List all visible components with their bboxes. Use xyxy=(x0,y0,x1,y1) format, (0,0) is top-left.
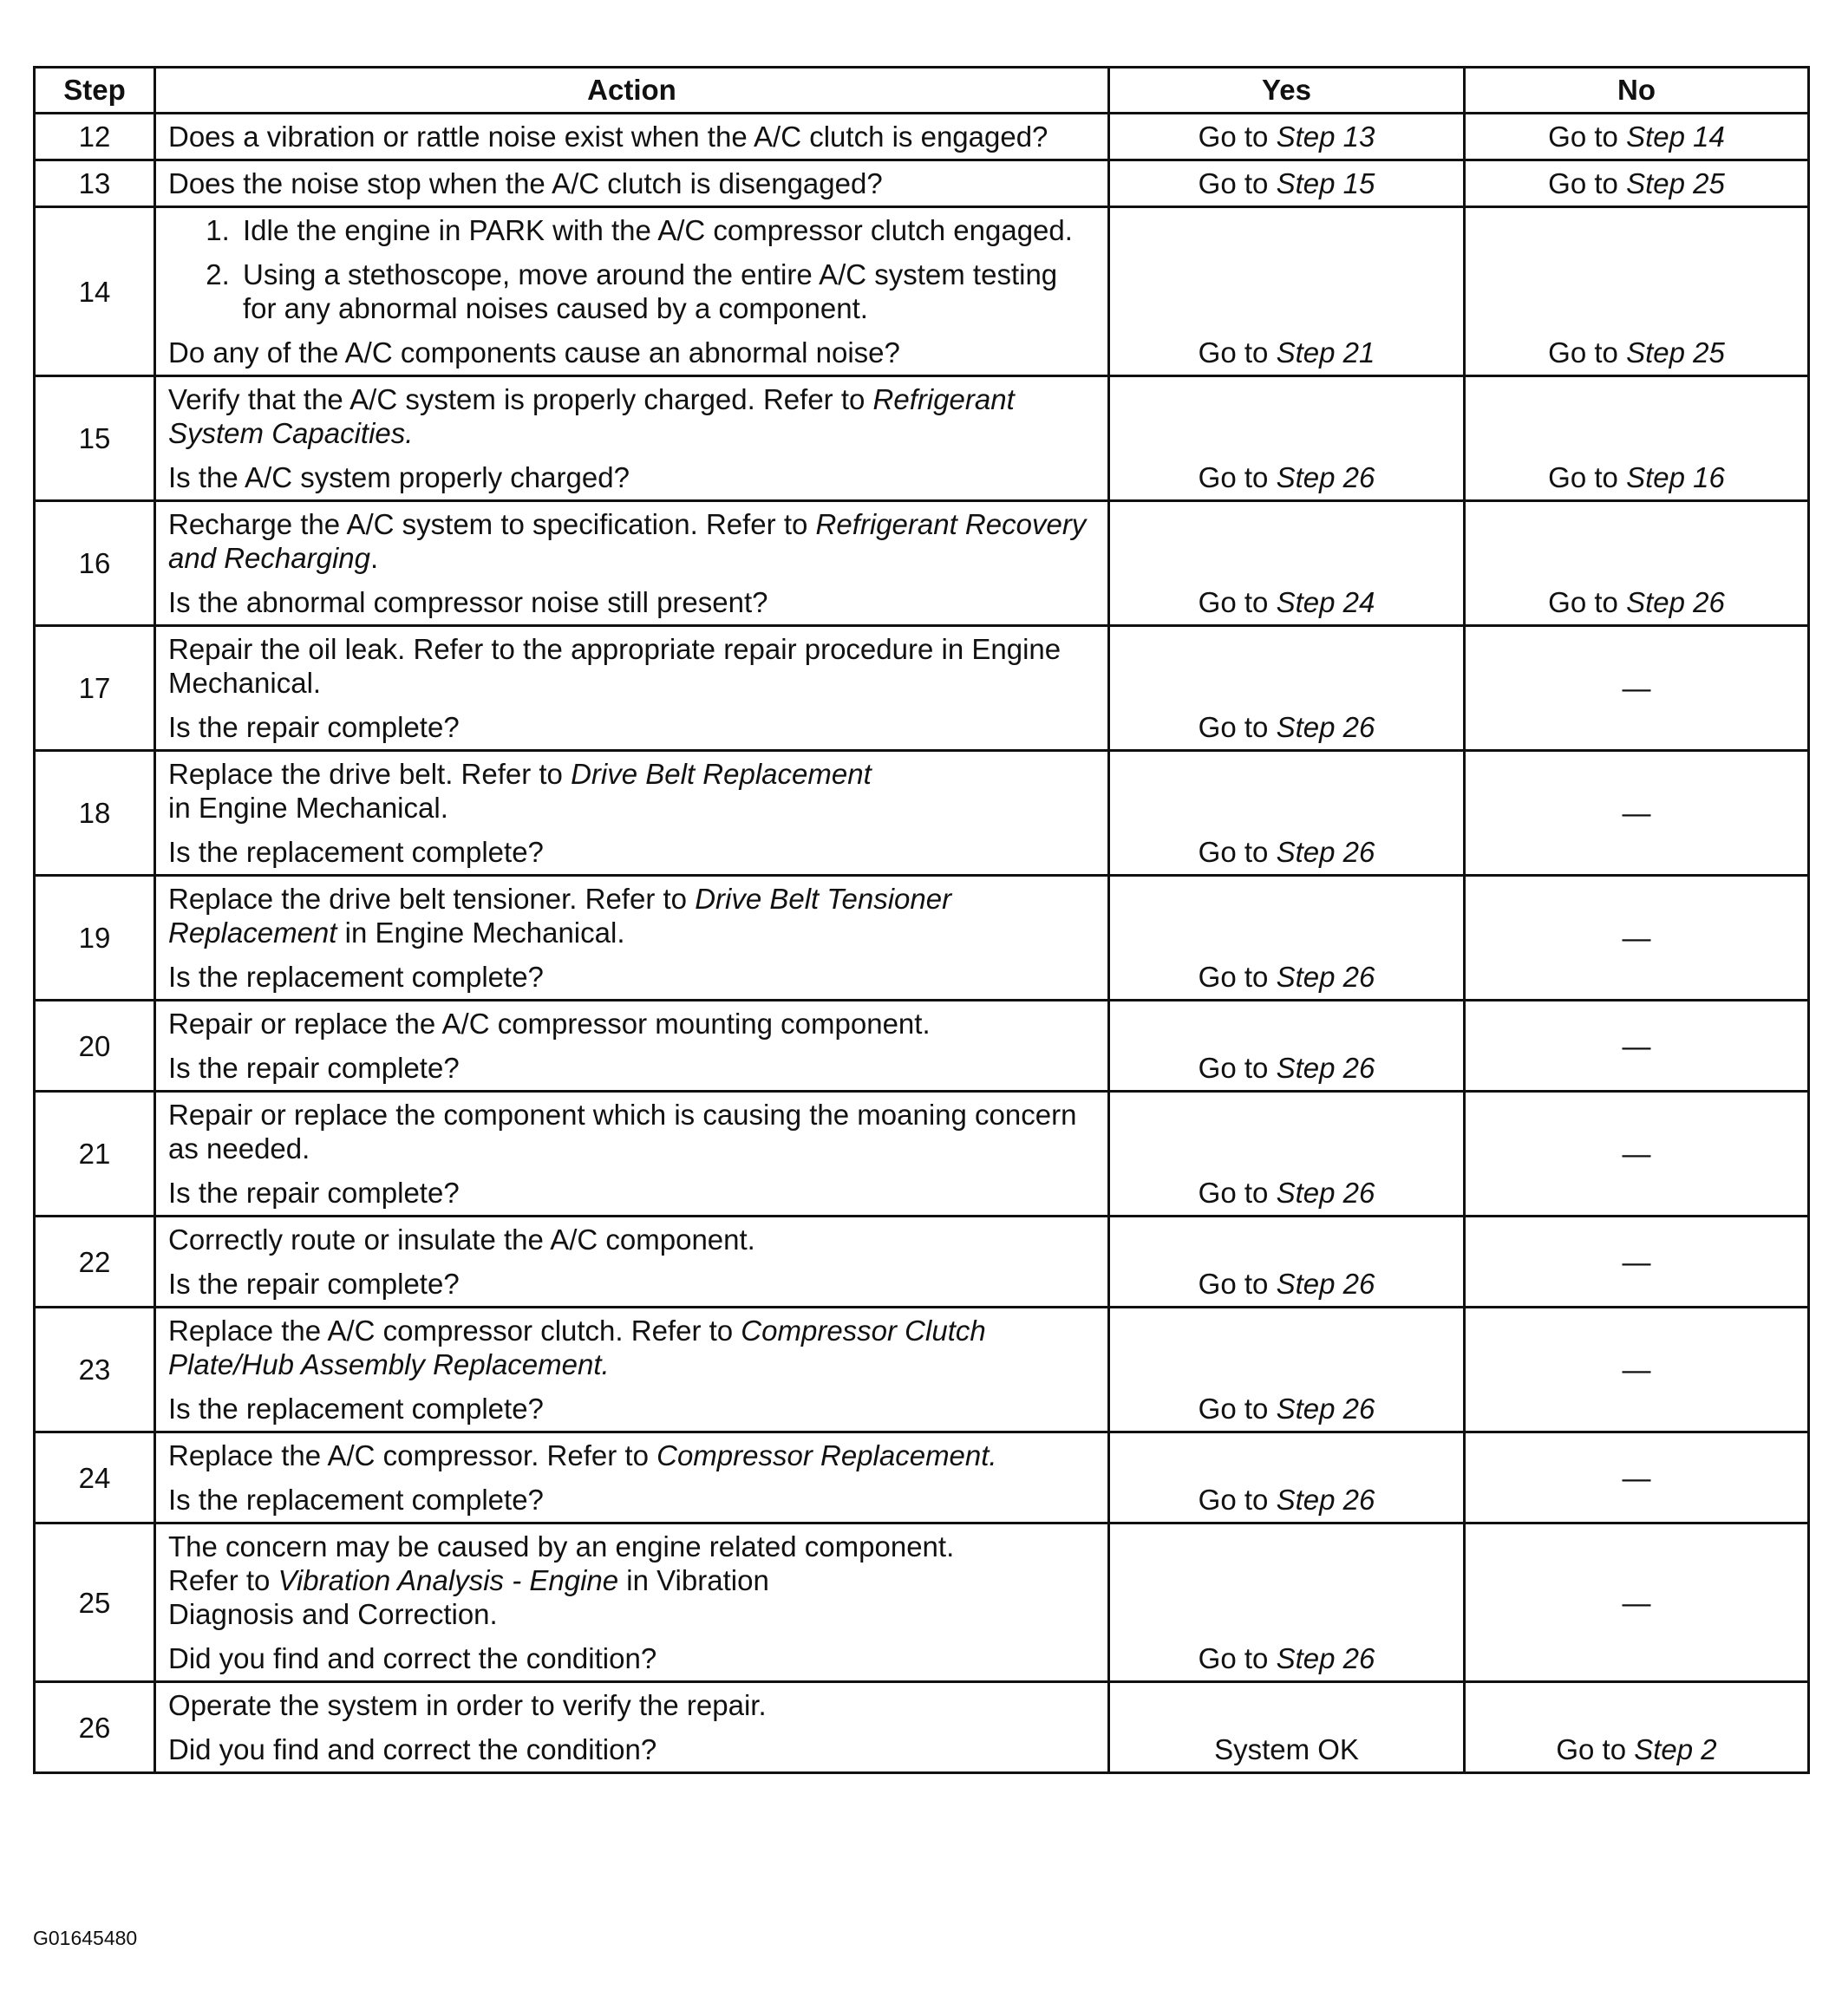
action-paragraph xyxy=(168,835,1095,869)
table-row xyxy=(35,207,1809,376)
header-step: Step xyxy=(35,68,155,114)
no-outcome xyxy=(1465,626,1809,751)
action-paragraph xyxy=(168,1176,1095,1210)
goto-prefix: Go to xyxy=(1548,586,1627,618)
action-text: Using a stethoscope, move around the entire A/C system testing for any abnormal noises caused by a component. xyxy=(243,258,1058,324)
action-text: The concern may be caused by an engine related component. xyxy=(168,1530,955,1563)
goto-step-ref: Step 26 xyxy=(1276,961,1375,993)
goto-prefix: Go to xyxy=(1198,1177,1277,1209)
table-row xyxy=(35,1308,1809,1432)
action-paragraph xyxy=(168,1223,1095,1256)
step-number: 12 xyxy=(35,114,155,160)
table-row xyxy=(35,1001,1809,1092)
action-text: Diagnosis and Correction. xyxy=(168,1598,498,1630)
yes-outcome xyxy=(1109,1682,1465,1773)
table-row xyxy=(35,160,1809,207)
goto-prefix: Go to xyxy=(1548,167,1627,199)
no-outcome xyxy=(1465,1432,1809,1523)
yes-outcome xyxy=(1109,751,1465,876)
goto-prefix: Go to xyxy=(1198,711,1277,743)
not-applicable-dash: — xyxy=(1622,922,1651,954)
action-text: in Engine Mechanical. xyxy=(168,792,448,824)
action-cell xyxy=(155,114,1109,160)
action-text: Repair the oil leak. Refer to the appropriate repair procedure in Engine Mechanical. xyxy=(168,633,1061,699)
not-applicable-dash: — xyxy=(1622,1029,1651,1062)
goto-prefix: Go to xyxy=(1548,461,1627,493)
action-cell xyxy=(155,160,1109,207)
step-number: 23 xyxy=(35,1308,155,1432)
yes-outcome xyxy=(1109,876,1465,1001)
yes-outcome xyxy=(1109,376,1465,501)
reference-title: Compressor Replacement. xyxy=(656,1439,997,1471)
action-text: Replace the A/C compressor. Refer to xyxy=(168,1439,657,1471)
action-paragraph xyxy=(168,507,1095,575)
no-outcome xyxy=(1465,114,1809,160)
action-paragraph xyxy=(168,1007,1095,1041)
action-paragraph xyxy=(168,1688,1095,1722)
action-cell xyxy=(155,1217,1109,1308)
no-outcome xyxy=(1465,1217,1809,1308)
action-text: Does a vibration or rattle noise exist when the A/C clutch is engaged? xyxy=(168,121,1048,153)
yes-outcome xyxy=(1109,1001,1465,1092)
action-text: Idle the engine in PARK with the A/C compressor clutch engaged. xyxy=(243,214,1073,246)
no-outcome xyxy=(1465,501,1809,626)
no-outcome xyxy=(1465,751,1809,876)
action-text: Is the repair complete? xyxy=(168,711,460,743)
action-text: Is the abnormal compressor noise still present? xyxy=(168,586,768,618)
no-outcome xyxy=(1465,376,1809,501)
outcome-text: System OK xyxy=(1214,1733,1359,1765)
not-applicable-dash: — xyxy=(1622,1461,1651,1494)
goto-step-ref: Step 26 xyxy=(1276,711,1375,743)
goto-prefix: Go to xyxy=(1556,1733,1635,1765)
reference-title: Refrigerant Recovery and Recharging xyxy=(168,508,1087,574)
yes-outcome xyxy=(1109,207,1465,376)
goto-prefix: Go to xyxy=(1198,1393,1277,1425)
table-row xyxy=(35,626,1809,751)
yes-outcome xyxy=(1109,501,1465,626)
goto-step-ref: Step 26 xyxy=(1276,1177,1375,1209)
action-paragraph xyxy=(168,460,1095,494)
goto-step-ref: Step 13 xyxy=(1276,121,1375,153)
figure-id: G01645480 xyxy=(33,1927,138,1949)
step-number: 19 xyxy=(35,876,155,1001)
step-number: 17 xyxy=(35,626,155,751)
goto-prefix: Go to xyxy=(1548,121,1627,153)
yes-outcome xyxy=(1109,626,1465,751)
action-cell xyxy=(155,1523,1109,1682)
action-text: Do any of the A/C components cause an abnormal noise? xyxy=(168,336,900,369)
goto-prefix: Go to xyxy=(1198,167,1277,199)
goto-step-ref: Step 14 xyxy=(1626,121,1725,153)
action-paragraph xyxy=(168,1439,1095,1472)
table-row xyxy=(35,751,1809,876)
action-text: Is the A/C system properly charged? xyxy=(168,461,630,493)
action-text: in Vibration xyxy=(618,1564,769,1596)
action-cell xyxy=(155,1682,1109,1773)
table-header-row xyxy=(35,68,1809,114)
action-text: . xyxy=(370,542,379,574)
action-cell xyxy=(155,876,1109,1001)
action-text: Recharge the A/C system to specification. Refer to xyxy=(168,508,816,540)
goto-step-ref: Step 26 xyxy=(1276,1268,1375,1300)
step-number: 16 xyxy=(35,501,155,626)
action-cell xyxy=(155,376,1109,501)
step-number: 25 xyxy=(35,1523,155,1682)
procedure-step xyxy=(238,258,1095,325)
yes-outcome xyxy=(1109,1092,1465,1217)
action-text: Does the noise stop when the A/C clutch is disengaged? xyxy=(168,167,883,199)
not-applicable-dash: — xyxy=(1622,1245,1651,1278)
action-text: Is the replacement complete? xyxy=(168,961,544,993)
action-paragraph xyxy=(168,120,1095,153)
goto-prefix: Go to xyxy=(1198,1052,1277,1084)
step-number: 22 xyxy=(35,1217,155,1308)
action-cell xyxy=(155,626,1109,751)
goto-prefix: Go to xyxy=(1548,336,1627,369)
action-text: Correctly route or insulate the A/C component. xyxy=(168,1223,755,1256)
action-paragraph xyxy=(168,1483,1095,1517)
action-cell xyxy=(155,1432,1109,1523)
action-text: Did you find and correct the condition? xyxy=(168,1642,657,1674)
action-paragraph xyxy=(168,1530,1095,1631)
action-paragraph xyxy=(168,710,1095,744)
header-action: Action xyxy=(155,68,1109,114)
procedure-step xyxy=(238,213,1095,247)
goto-step-ref: Step 26 xyxy=(1276,461,1375,493)
action-cell xyxy=(155,1001,1109,1092)
yes-outcome xyxy=(1109,114,1465,160)
yes-outcome xyxy=(1109,1308,1465,1432)
action-paragraph xyxy=(168,632,1095,700)
goto-step-ref: Step 26 xyxy=(1276,836,1375,868)
action-cell xyxy=(155,501,1109,626)
action-paragraph xyxy=(168,1267,1095,1301)
step-number: 13 xyxy=(35,160,155,207)
goto-step-ref: Step 16 xyxy=(1626,461,1725,493)
goto-step-ref: Step 25 xyxy=(1626,167,1725,199)
goto-step-ref: Step 24 xyxy=(1276,586,1375,618)
no-outcome xyxy=(1465,1523,1809,1682)
action-paragraph xyxy=(168,1641,1095,1675)
goto-prefix: Go to xyxy=(1198,1642,1277,1674)
no-outcome xyxy=(1465,160,1809,207)
action-text: Replace the A/C compressor clutch. Refer to xyxy=(168,1315,741,1347)
action-paragraph xyxy=(168,1732,1095,1766)
step-number: 24 xyxy=(35,1432,155,1523)
action-text: Is the replacement complete? xyxy=(168,836,544,868)
reference-title: Drive Belt Replacement xyxy=(571,758,872,790)
header-yes: Yes xyxy=(1109,68,1465,114)
goto-step-ref: Step 15 xyxy=(1276,167,1375,199)
action-text: Is the replacement complete? xyxy=(168,1484,544,1516)
table-row xyxy=(35,1217,1809,1308)
action-cell xyxy=(155,1092,1109,1217)
table-row xyxy=(35,1432,1809,1523)
step-number: 15 xyxy=(35,376,155,501)
reference-title: Drive Belt Tensioner Replacement xyxy=(168,883,952,949)
table-row xyxy=(35,114,1809,160)
action-text: Did you find and correct the condition? xyxy=(168,1733,657,1765)
yes-outcome xyxy=(1109,160,1465,207)
action-paragraph xyxy=(168,1098,1095,1165)
table-row xyxy=(35,376,1809,501)
action-cell xyxy=(155,751,1109,876)
action-text: Replace the drive belt tensioner. Refer to xyxy=(168,883,696,915)
table-body xyxy=(35,114,1809,1773)
not-applicable-dash: — xyxy=(1622,1138,1651,1170)
action-cell xyxy=(155,1308,1109,1432)
step-number: 26 xyxy=(35,1682,155,1773)
header-no: No xyxy=(1465,68,1809,114)
not-applicable-dash: — xyxy=(1622,672,1651,704)
no-outcome xyxy=(1465,1092,1809,1217)
table-row xyxy=(35,501,1809,626)
step-number: 18 xyxy=(35,751,155,876)
no-outcome xyxy=(1465,1308,1809,1432)
goto-prefix: Go to xyxy=(1198,121,1277,153)
action-cell xyxy=(155,207,1109,376)
goto-step-ref: Step 26 xyxy=(1276,1642,1375,1674)
goto-prefix: Go to xyxy=(1198,586,1277,618)
reference-title: Vibration Analysis - Engine xyxy=(278,1564,619,1596)
step-number: 21 xyxy=(35,1092,155,1217)
step-number: 20 xyxy=(35,1001,155,1092)
no-outcome xyxy=(1465,207,1809,376)
action-paragraph xyxy=(168,382,1095,450)
action-paragraph xyxy=(168,166,1095,200)
action-paragraph xyxy=(168,757,1095,825)
step-number: 14 xyxy=(35,207,155,376)
goto-prefix: Go to xyxy=(1198,336,1277,369)
action-text: Is the repair complete? xyxy=(168,1177,460,1209)
not-applicable-dash: — xyxy=(1622,1586,1651,1619)
not-applicable-dash: — xyxy=(1622,797,1651,829)
action-text: Refer to xyxy=(168,1564,278,1596)
table-row xyxy=(35,1682,1809,1773)
action-text: Repair or replace the A/C compressor mounting component. xyxy=(168,1008,931,1040)
not-applicable-dash: — xyxy=(1622,1354,1651,1386)
goto-prefix: Go to xyxy=(1198,961,1277,993)
goto-step-ref: Step 26 xyxy=(1626,586,1725,618)
action-text: Repair or replace the component which is causing the moaning concern as needed. xyxy=(168,1099,1077,1165)
action-paragraph xyxy=(168,1392,1095,1426)
action-paragraph xyxy=(168,960,1095,994)
action-text: Is the repair complete? xyxy=(168,1052,460,1084)
goto-prefix: Go to xyxy=(1198,1268,1277,1300)
goto-step-ref: Step 21 xyxy=(1276,336,1375,369)
goto-prefix: Go to xyxy=(1198,836,1277,868)
action-text: Operate the system in order to verify the repair. xyxy=(168,1689,767,1721)
reference-title: Compressor Clutch Plate/Hub Assembly Replacement. xyxy=(168,1315,986,1380)
goto-step-ref: Step 26 xyxy=(1276,1484,1375,1516)
goto-prefix: Go to xyxy=(1198,1484,1277,1516)
action-text: Replace the drive belt. Refer to xyxy=(168,758,572,790)
no-outcome xyxy=(1465,1682,1809,1773)
action-text: Is the replacement complete? xyxy=(168,1393,544,1425)
yes-outcome xyxy=(1109,1217,1465,1308)
action-paragraph xyxy=(168,585,1095,619)
action-text: Is the repair complete? xyxy=(168,1268,460,1300)
goto-step-ref: Step 25 xyxy=(1626,336,1725,369)
yes-outcome xyxy=(1109,1432,1465,1523)
yes-outcome xyxy=(1109,1523,1465,1682)
action-paragraph xyxy=(168,1051,1095,1085)
action-paragraph xyxy=(168,1314,1095,1381)
table-row xyxy=(35,1092,1809,1217)
no-outcome xyxy=(1465,1001,1809,1092)
diagnostic-table xyxy=(33,66,1810,1774)
action-paragraph xyxy=(168,882,1095,949)
no-outcome xyxy=(1465,876,1809,1001)
reference-title: Refrigerant System Capacities. xyxy=(168,383,1015,449)
goto-step-ref: Step 26 xyxy=(1276,1052,1375,1084)
action-paragraph xyxy=(168,336,1095,369)
procedure-list xyxy=(168,213,1095,325)
table-row xyxy=(35,876,1809,1001)
goto-step-ref: Step 26 xyxy=(1276,1393,1375,1425)
action-text: Verify that the A/C system is properly charged. Refer to xyxy=(168,383,873,415)
goto-step-ref: Step 2 xyxy=(1634,1733,1717,1765)
action-text: in Engine Mechanical. xyxy=(336,917,625,949)
table-row xyxy=(35,1523,1809,1682)
goto-prefix: Go to xyxy=(1198,461,1277,493)
